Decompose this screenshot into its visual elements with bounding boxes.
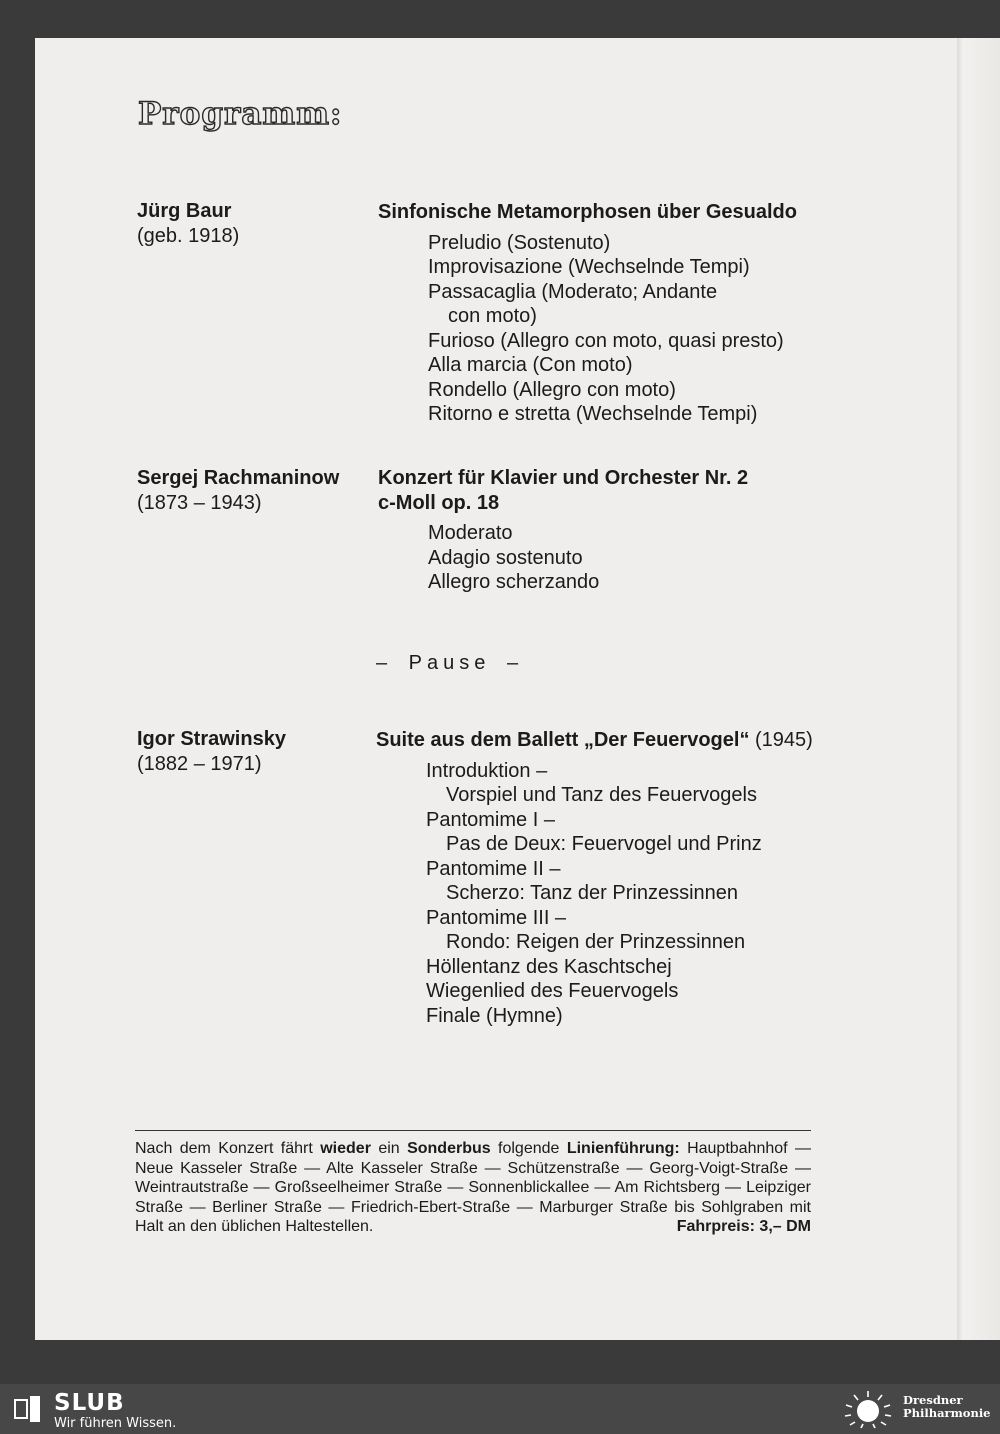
movement-item: Adagio sostenuto [428,546,583,569]
movement-line: Pantomime I – [426,808,555,831]
intermission-label: – Pause – [376,652,524,674]
movement-item [428,280,828,329]
footer-bar [0,1384,1000,1434]
bus-notice [135,1139,811,1237]
composer-name: Igor Strawinsky [137,728,286,750]
composer-block-baur [137,199,239,249]
movement-item: Furioso (Allegro con moto, quasi presto) [428,329,784,352]
movement-item: Improvisazione (Wechselnde Tempi) [428,256,750,278]
library-name: SLUB [54,1390,125,1416]
notice-emphasis: Sonderbus [407,1140,491,1157]
work-title-line-2: c-Moll op. 18 [378,491,500,514]
composer-name: Jürg Baur [137,200,232,222]
work-block-baur [378,200,828,427]
slub-logo-icon [14,1396,40,1422]
partner-name-line: Philharmonie [903,1406,991,1420]
notice-text: ein [370,1140,408,1157]
composer-dates: (geb. 1918) [137,225,240,247]
movement-line: Pantomime II – [426,857,561,880]
notice-emphasis: wieder [320,1140,371,1157]
movement-item: Finale (Hymne) [426,1004,563,1027]
philharmonie-logo-icon [842,1389,894,1429]
movement-line: Introduktion – [426,759,548,782]
partner-name-line: Dresdner [903,1393,963,1407]
work-block-strawinsky [376,728,826,1028]
partner-name [903,1394,991,1420]
movement-line: Pantomime III – [426,906,567,929]
bus-fare: Fahrpreis: 3,– DM [676,1218,811,1235]
notice-text: Nach dem Konzert fährt [135,1140,321,1157]
page-heading: Programm: [138,96,343,132]
notice-divider [135,1130,811,1131]
movement-list [428,521,828,595]
composer-block-strawinsky [137,727,286,777]
scan-background [0,1340,1000,1384]
notice-text: folgende [490,1140,567,1157]
movement-list [428,231,828,427]
work-year: (1945) [749,729,813,751]
movement-continuation: Scherzo: Tanz der Prinzessinnen [446,882,739,904]
library-tagline: Wir führen Wissen. [54,1416,177,1431]
notice-emphasis: Linienführung: [566,1140,680,1157]
work-title-text: Suite aus dem Ballett „Der Feuervogel“ [376,729,750,751]
movement-item: Allegro scherzando [428,571,600,593]
movement-item [426,808,826,857]
movement-item [426,759,826,808]
composer-name: Sergej Rachmaninow [137,467,340,489]
movement-line: Passacaglia (Moderato; Andante [428,280,718,303]
work-title [376,728,826,753]
work-title: Konzert für Klavier und Orchester Nr. 2 [378,467,749,489]
movement-item [426,857,826,906]
movement-continuation: con moto) [448,305,537,327]
movement-continuation: Vorspiel und Tanz des Feuervogels [446,784,757,806]
movement-item: Moderato [428,522,513,544]
work-title: Sinfonische Metamorphosen über Gesualdo [378,201,797,223]
movement-item [426,906,826,955]
movement-item: Höllentanz des Kaschtschej [426,955,672,978]
movement-item: Wiegenlied des Feuervogels [426,980,679,1002]
composer-block-rachmaninow [137,466,339,516]
composer-dates: (1873 – 1943) [137,492,262,514]
movement-item: Alla marcia (Con moto) [428,354,633,376]
work-block-rachmaninow [378,466,828,595]
movement-item: Rondello (Allegro con moto) [428,378,676,401]
movement-item: Preludio (Sostenuto) [428,231,611,254]
next-page-edge [957,38,1000,1340]
composer-dates: (1882 – 1971) [137,753,262,775]
movement-continuation: Rondo: Reigen der Prinzessinnen [446,931,746,953]
movement-list [426,759,826,1029]
notice-route-text: Hauptbahnhof — Neue Kasseler Straße — Alte Kasseler Straße — Schützenstraße — Georg-Voigt-Straße — Weintrautstraße — Großseelheimer Straße — Sonnenblickallee — Am Richtsberg — Leipziger Straße — Berliner Straße — Friedrich-Ebert-Straße — Marburger Straße bis Sohlgraben mit Halt an den üblichen Haltestellen. [135,1140,812,1235]
movement-item: Ritorno e stretta (Wechselnde Tempi) [428,403,758,425]
movement-continuation: Pas de Deux: Feuervogel und Prinz [446,833,762,855]
